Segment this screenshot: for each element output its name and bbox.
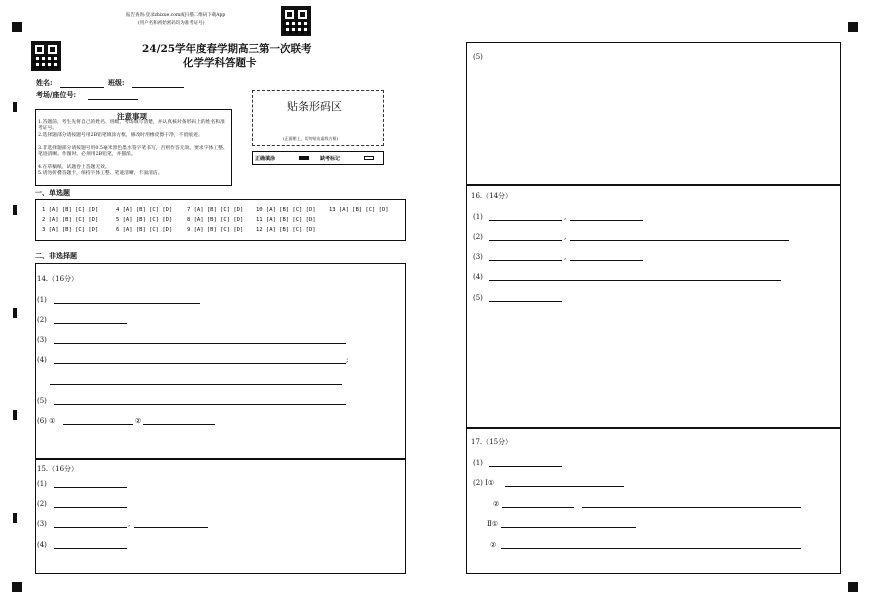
mc-q6[interactable]: 6 [A] [B] [C] [D]	[116, 227, 173, 233]
q17-answer2-ii2[interactable]	[501, 548, 801, 549]
class-field[interactable]	[132, 87, 184, 88]
q15-part1: (1)	[37, 480, 47, 488]
q17-answer2-ii1[interactable]	[501, 527, 636, 528]
q15-answer1[interactable]	[54, 487, 127, 488]
q14-part3: (3)	[37, 336, 47, 344]
q15-box	[35, 459, 406, 574]
barcode-title: 贴条形码区	[287, 100, 342, 113]
q17-answer2-i2a[interactable]	[502, 507, 574, 508]
q15-title: 15.（16分）	[37, 465, 79, 473]
timing-mark	[13, 410, 17, 420]
q14-part6: (6) ①	[37, 417, 56, 425]
mc-q4[interactable]: 4 [A] [B] [C] [D]	[116, 207, 173, 213]
room-seat-field[interactable]	[88, 99, 138, 100]
mc-q12[interactable]: 12 [A] [B] [C] [D]	[256, 227, 316, 233]
q15-answer3a[interactable]	[54, 527, 127, 528]
q16-part5: (5)	[473, 294, 483, 302]
q14-part4-end: ;	[346, 356, 349, 364]
correct-fill-label: 正确填涂	[255, 156, 276, 162]
q16-answer5[interactable]	[489, 301, 562, 302]
timing-mark	[13, 308, 17, 318]
q14-part4: (4)	[37, 356, 47, 364]
q14-part2: (2)	[37, 316, 47, 324]
qr-code-icon	[31, 41, 61, 71]
corner-mark-bottom-right	[848, 582, 858, 592]
mc-q2[interactable]: 2 [A] [B] [C] [D]	[42, 217, 99, 223]
timing-mark	[13, 102, 17, 112]
corner-mark-top-left	[12, 22, 22, 32]
mc-q5[interactable]: 5 [A] [B] [C] [D]	[116, 217, 173, 223]
q16-answer3b[interactable]	[570, 260, 643, 261]
mc-q9[interactable]: 9 [A] [B] [C] [D]	[187, 227, 244, 233]
q17-part1: (1)	[473, 459, 483, 467]
right-continuation-box	[466, 42, 841, 185]
mc-q8[interactable]: 8 [A] [B] [C] [D]	[187, 217, 244, 223]
q16-answer1b[interactable]	[570, 220, 643, 221]
absent-mark-label: 缺考标记	[320, 156, 341, 162]
q14-answer5[interactable]	[54, 404, 346, 405]
q15-answer2[interactable]	[54, 507, 127, 508]
q14-box	[35, 263, 406, 459]
page-title: 24/25学年度春学期高三第一次联考	[142, 43, 312, 55]
q17-part2c: Ⅱ①	[487, 520, 499, 528]
q16-part3-sep: ,	[564, 253, 567, 261]
q17-title: 17.（15分）	[471, 438, 513, 446]
name-label: 姓名:	[36, 78, 53, 87]
q14-part5: (5)	[37, 397, 47, 405]
barcode-hint: (正面朝上，切勿贴出虚线方框)	[283, 136, 339, 141]
q17-answer2-i2b[interactable]	[582, 507, 801, 508]
notice-title: 注意事项	[117, 112, 147, 121]
timing-mark	[13, 205, 17, 215]
mc-q3[interactable]: 3 [A] [B] [C] [D]	[42, 227, 99, 233]
mc-q7[interactable]: 7 [A] [B] [C] [D]	[187, 207, 244, 213]
mc-q1[interactable]: 1 [A] [B] [C] [D]	[42, 207, 99, 213]
q15-answer3b[interactable]	[134, 527, 208, 528]
timing-mark	[13, 513, 17, 523]
q17-part2: (2) Ⅰ①	[473, 479, 495, 487]
q14-answer1[interactable]	[54, 303, 200, 304]
q14-answer2[interactable]	[54, 323, 127, 324]
page-subtitle: 化学学科答题卡	[183, 57, 257, 69]
q16-answer2b[interactable]	[570, 240, 789, 241]
section2-title: 二、非选择题	[35, 251, 77, 260]
q14-part1: (1)	[37, 296, 47, 304]
q16-title: 16.（14分）	[471, 192, 513, 200]
notice-item-5: 5.请勿折叠答题卡，保持字体工整、笔迹清晰、卡面清洁。	[38, 171, 163, 176]
q16-part3: (3)	[473, 253, 483, 261]
q15-part2: (2)	[37, 500, 47, 508]
q14-title: 14.（16分）	[37, 275, 79, 283]
report-notice-line1: 报告查询:登录zhixue.com或扫描二维码下载App	[126, 13, 226, 18]
q16-part2-sep: ,	[564, 233, 567, 241]
q17-answer2-i1[interactable]	[505, 486, 624, 487]
q14-part6b: ②	[135, 417, 142, 425]
absent-mark-checkbox[interactable]	[364, 156, 374, 160]
q16-box	[466, 185, 841, 428]
q14-answer6a[interactable]	[63, 424, 133, 425]
correct-fill-sample	[299, 156, 309, 160]
q17-part2d: ②	[490, 541, 497, 549]
q16-part1-sep: ,	[564, 213, 567, 221]
q16-answer2a[interactable]	[489, 240, 562, 241]
mc-q10[interactable]: 10 [A] [B] [C] [D]	[256, 207, 316, 213]
corner-mark-top-right	[848, 22, 858, 32]
notice-item-2: 2.选择题部分请按题号用2B铅笔填涂方框，修改时用橡皮擦干净，不留痕迹。	[38, 133, 203, 138]
q15-part3-sep: ,	[128, 520, 131, 528]
mc-q11[interactable]: 11 [A] [B] [C] [D]	[256, 217, 316, 223]
q16-part1: (1)	[473, 213, 483, 221]
mc-q13[interactable]: 13 [A] [B] [C] [D]	[329, 207, 389, 213]
qr-code-icon	[281, 6, 311, 36]
room-seat-label: 考场/座位号:	[36, 90, 77, 99]
q16-part2: (2)	[473, 233, 483, 241]
q14-answer4a[interactable]	[54, 363, 346, 364]
notice-item-3: 3.非选择题部分请按题号用0.5毫米黑色墨水签字笔书写，否则作答无效。要求字体工整、笔迹清晰。作图时，必须用2B铅笔，并描浓。	[38, 146, 228, 158]
q15-part3: (3)	[37, 520, 47, 528]
section1-title: 一、单选题	[35, 188, 70, 197]
corner-mark-bottom-left	[12, 582, 22, 592]
q16-answer3a[interactable]	[489, 260, 562, 261]
q16-answer4[interactable]	[489, 280, 781, 281]
q14-answer3[interactable]	[54, 343, 346, 344]
q17-part2b: ②	[493, 500, 500, 508]
q17-box	[466, 428, 841, 574]
q14-answer4b[interactable]	[50, 384, 342, 385]
continuation-part5: (5)	[473, 53, 483, 61]
report-notice-line2: (用户名和初始密码均为准考证号)	[138, 21, 205, 26]
q15-part4: (4)	[37, 541, 47, 549]
class-label: 班级:	[108, 78, 125, 87]
q16-answer1a[interactable]	[489, 220, 562, 221]
notice-item-1: 1.答题前，考生先将自己的姓名、班级、考场填写清楚，并认真核对条形码上的姓名和准考证号。	[38, 120, 225, 132]
q17-answer1[interactable]	[489, 466, 562, 467]
notice-item-4: 4.在草稿纸、试题卷上答题无效。	[38, 165, 110, 170]
q16-part4: (4)	[473, 273, 483, 281]
q15-answer4[interactable]	[54, 548, 127, 549]
name-field[interactable]	[60, 87, 104, 88]
q14-answer6b[interactable]	[143, 424, 215, 425]
